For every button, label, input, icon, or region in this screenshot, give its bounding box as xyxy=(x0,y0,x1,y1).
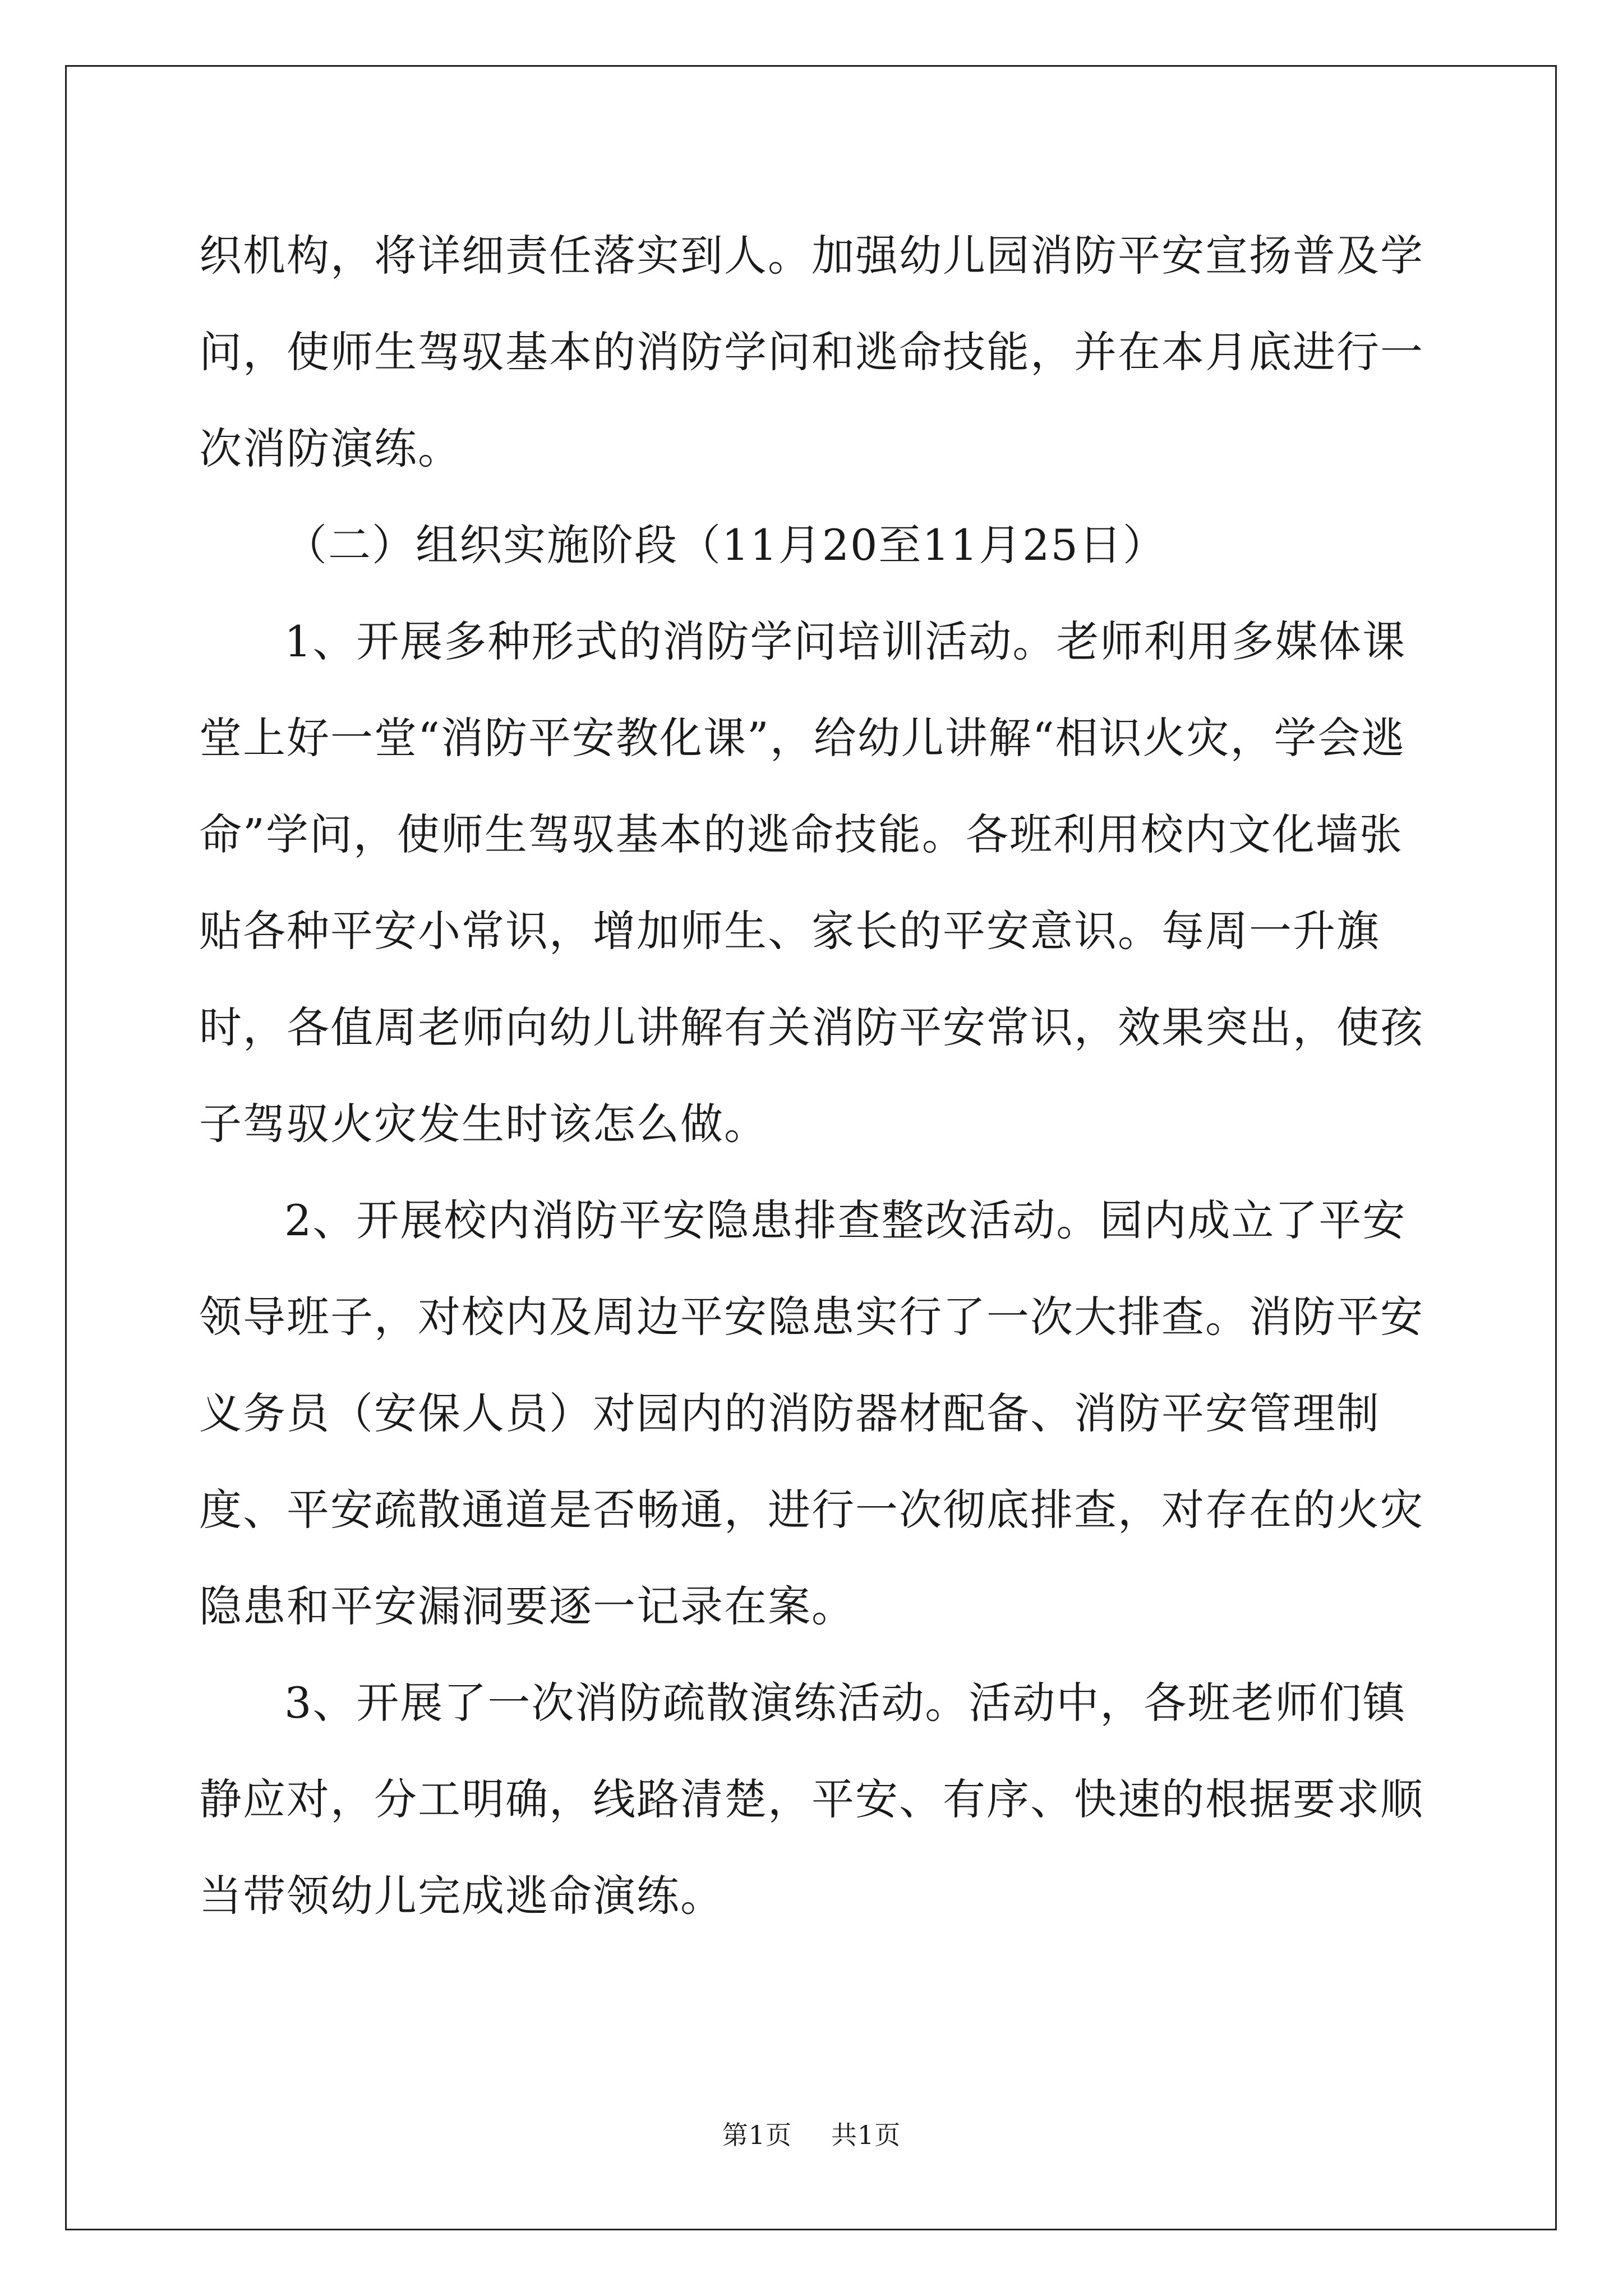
paragraph-item-1: 1、开展多种形式的消防学问培训活动。老师利用多媒体课堂上好一堂“消防平安教化课”，给幼儿讲解“相识火灾，学会逃命”学问，使师生驾驭基本的逃命技能。各班利用校内文化墙张贴各种平安小常识，增加师生、家长的平安意识。每周一升旗时，各值周老师向幼儿讲解有关消防平安常识，效果突出，使孩子驾驭火灾发生时该怎么做。 xyxy=(199,616,1424,1149)
paragraph-item-3: 3、开展了一次消防疏散演练活动。活动中，各班老师们镇静应对，分工明确，线路清楚，平安、有序、快速的根据要求顺当带领幼儿完成逃命演练。 xyxy=(199,1678,1424,1921)
document-body xyxy=(199,208,1433,1944)
paragraph-item-2: 2、开展校内消防平安隐患排查整改活动。园内成立了平安领导班子，对校内及周边平安隐患实行了一次大排查。消防平安义务员（安保人员）对园内的消防器材配备、消防平安管理制度、平安疏散通道是否畅通，进行一次彻底排查，对存在的火灾隐患和平安漏洞要逐一记录在案。 xyxy=(199,1195,1424,1631)
page-total: 共1页 xyxy=(831,2120,901,2150)
section-heading: （二）组织实施阶段（11月20至11月25日） xyxy=(284,520,1166,570)
page-number: 第1页 xyxy=(722,2120,792,2150)
page-footer xyxy=(0,2115,1623,2152)
paragraph-1: 织机构，将详细责任落实到人。加强幼儿园消防平安宣扬普及学问，使师生驾驭基本的消防学问和逃命技能，并在本月底进行一次消防演练。 xyxy=(199,231,1424,473)
